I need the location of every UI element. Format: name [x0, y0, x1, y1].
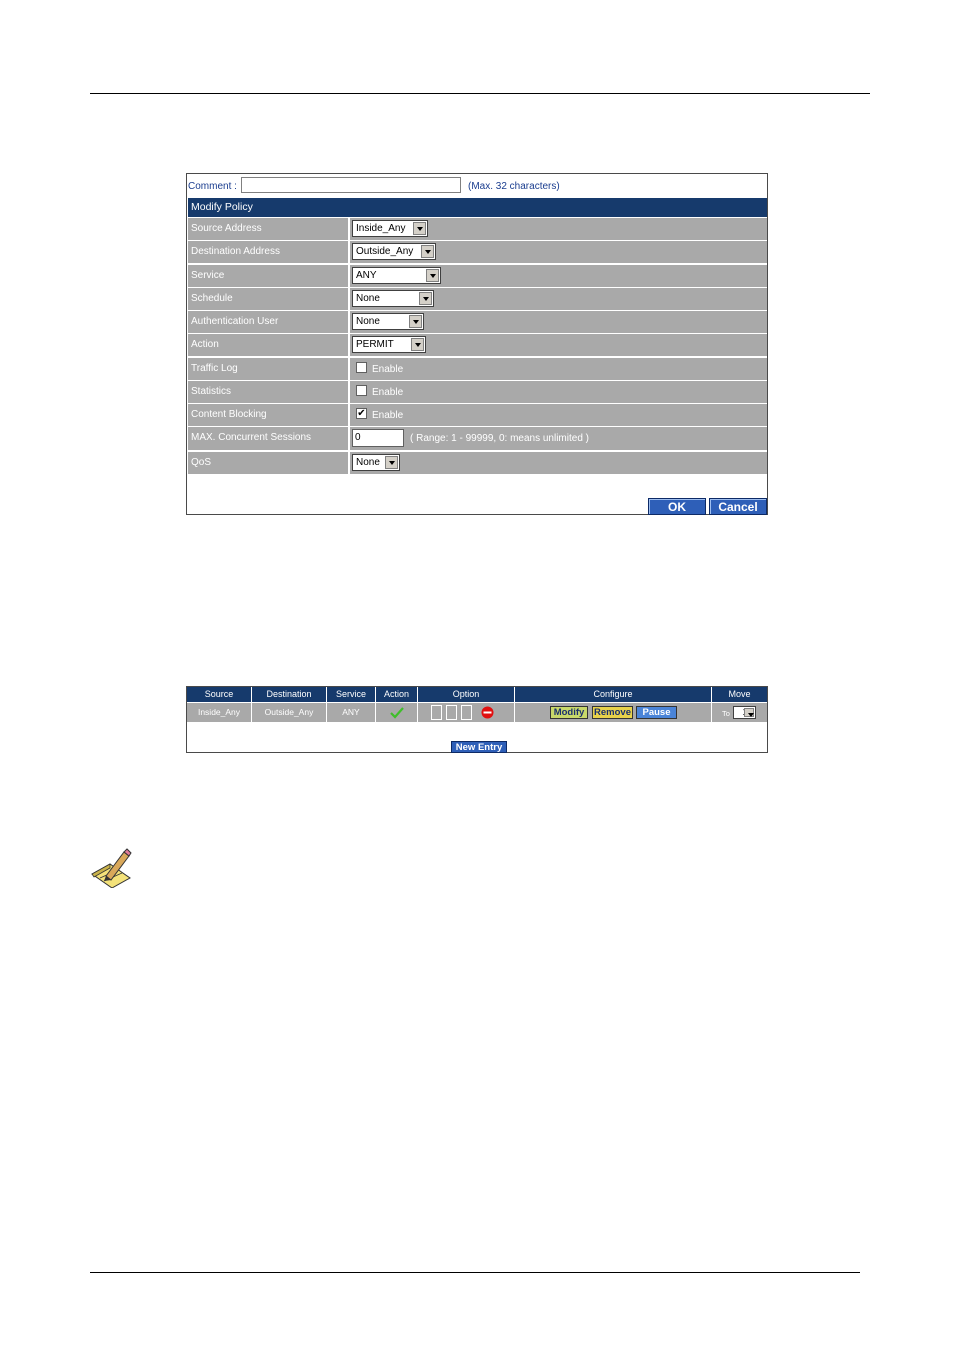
statistics-option: Enable [372, 386, 404, 398]
service-value: ANY [356, 269, 377, 281]
schedule-label: Schedule [191, 292, 233, 304]
row-action [188, 334, 767, 356]
modify-policy-panel [186, 173, 768, 515]
source-address-value: Inside_Any [356, 223, 406, 234]
row-qos [188, 452, 767, 474]
row-traffic-log [188, 358, 767, 380]
chevron-down-icon [426, 269, 439, 282]
option-slot [431, 705, 442, 720]
row-max-sessions [188, 427, 767, 450]
modify-policy-title: Modify Policy [188, 198, 767, 217]
header-rule [90, 93, 870, 94]
schedule-select[interactable] [352, 290, 434, 307]
new-entry-button[interactable]: New Entry [451, 741, 507, 753]
header-service: Service [327, 687, 376, 702]
authentication-user-select[interactable] [352, 313, 424, 330]
destination-address-select[interactable] [352, 243, 436, 260]
statistics-checkbox[interactable] [356, 385, 367, 396]
source-address-select[interactable] [352, 220, 428, 237]
table-row [187, 703, 767, 722]
service-label: Service [191, 269, 225, 281]
row-source-address [188, 218, 767, 240]
header-option: Option [418, 687, 515, 702]
comment-label: Comment : [188, 181, 237, 192]
checkmark-icon: ✔ [357, 408, 366, 420]
row-destination-address [188, 241, 767, 263]
cell-option [418, 703, 515, 722]
qos-select[interactable] [352, 454, 400, 471]
traffic-log-checkbox[interactable] [356, 362, 367, 373]
policy-fields [188, 218, 767, 475]
cell-destination: Outside_Any [252, 703, 327, 722]
policy-list-header [187, 687, 767, 702]
modify-button[interactable]: Modify [550, 706, 588, 719]
no-entry-icon [481, 706, 494, 719]
content-blocking-checkbox[interactable] [356, 408, 367, 419]
comment-hint: (Max. 32 characters) [468, 181, 560, 192]
source-address-label: Source Address [191, 223, 262, 234]
row-authentication-user [188, 311, 767, 333]
authentication-user-value: None [356, 316, 380, 328]
comment-row [188, 177, 766, 195]
chevron-down-icon [385, 456, 398, 469]
cell-move [712, 703, 767, 722]
chevron-down-icon [409, 315, 422, 328]
cell-source: Inside_Any [187, 703, 252, 722]
header-configure: Configure [515, 687, 712, 702]
policy-list [186, 686, 768, 753]
comment-input[interactable] [241, 177, 461, 193]
qos-label: QoS [191, 456, 212, 468]
header-action: Action [376, 687, 418, 702]
note-pencil-icon [90, 848, 132, 888]
row-schedule [188, 288, 767, 310]
header-move: Move [728, 689, 751, 699]
chevron-down-icon [421, 245, 434, 258]
move-to-label: To [722, 709, 730, 718]
traffic-log-option: Enable [372, 363, 404, 375]
action-label: Action [191, 339, 219, 351]
remove-button[interactable]: Remove [592, 706, 633, 719]
chevron-down-icon [413, 222, 426, 235]
cell-configure [515, 703, 712, 722]
ok-button[interactable]: OK [648, 498, 706, 515]
authentication-user-label: Authentication User [191, 316, 279, 328]
content-blocking-label: Content Blocking [191, 409, 267, 421]
chevron-down-icon [419, 292, 432, 305]
row-statistics [188, 381, 767, 403]
chevron-down-icon [744, 708, 754, 717]
destination-address-value: Outside_Any [356, 246, 414, 258]
check-icon [390, 707, 404, 719]
row-service [188, 265, 767, 287]
cancel-button[interactable]: Cancel [709, 498, 767, 515]
service-select[interactable] [352, 267, 441, 284]
option-slot [446, 705, 457, 720]
header-destination: Destination [252, 687, 327, 702]
destination-address-label: Destination Address [191, 246, 280, 258]
content-blocking-option: Enable [372, 410, 404, 422]
move-select[interactable] [733, 706, 756, 719]
row-content-blocking [188, 404, 767, 426]
qos-value: None [356, 456, 380, 468]
max-sessions-hint: ( Range: 1 - 99999, 0: means unlimited ) [410, 433, 589, 445]
cell-service: ANY [327, 703, 376, 722]
traffic-log-label: Traffic Log [191, 362, 238, 374]
schedule-value: None [356, 292, 380, 304]
action-select[interactable] [352, 336, 426, 353]
cell-action [376, 703, 418, 722]
action-value: PERMIT [356, 339, 394, 351]
max-sessions-input[interactable]: 0 [352, 429, 404, 447]
chevron-down-icon [411, 338, 424, 351]
statistics-label: Statistics [191, 385, 232, 397]
pause-button[interactable]: Pause [636, 706, 677, 719]
option-slot [461, 705, 472, 720]
header-source: Source [187, 687, 252, 702]
max-sessions-label: MAX. Concurrent Sessions [191, 432, 312, 444]
footer-rule [90, 1272, 860, 1273]
